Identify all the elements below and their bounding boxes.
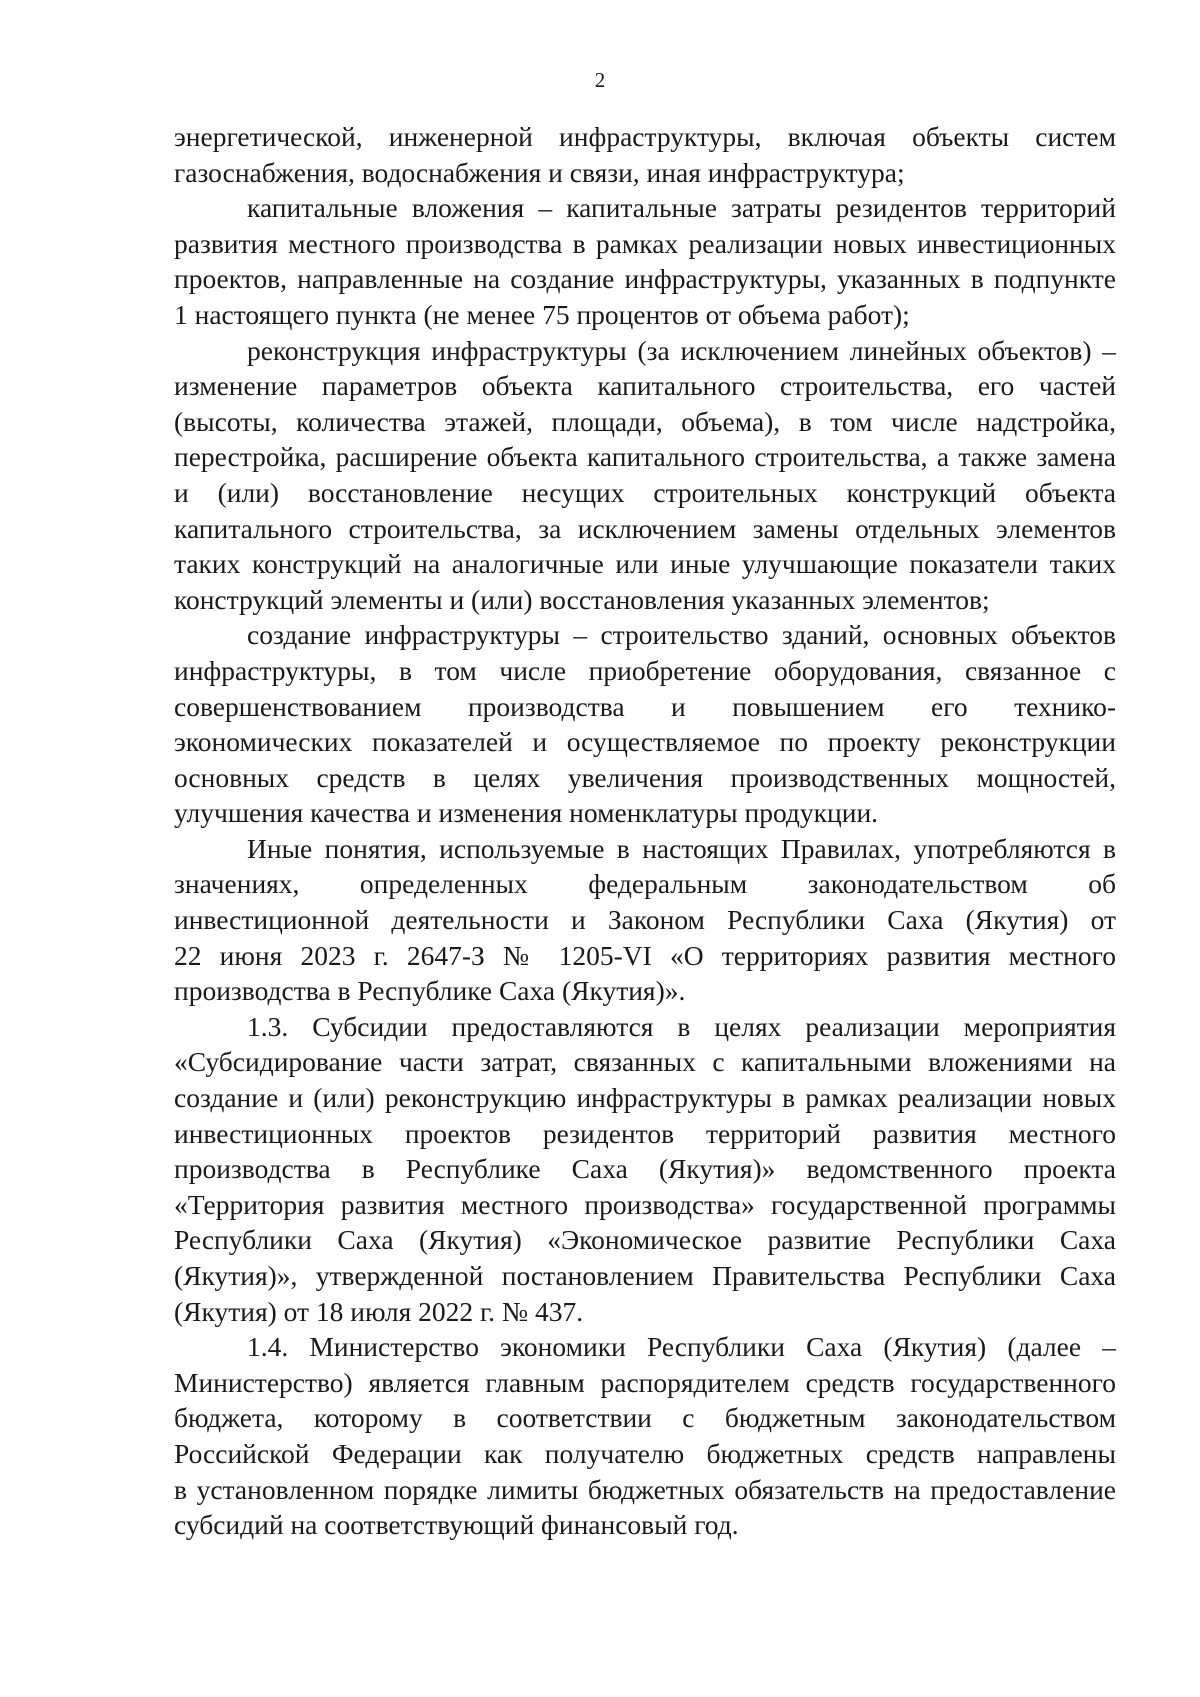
text-line: 22 июня 2023 г. 2647-З № 1205-VI «О территориях развития местного: [174, 939, 1116, 971]
text-line: улучшения качества и изменения номенклатуры продукции.: [174, 797, 879, 829]
text-line: инвестиционных проектов резидентов территорий развития местного: [174, 1117, 1116, 1149]
text-line: совершенствованием производства и повышением его технико-: [174, 690, 1116, 722]
text-line: конструкций элементы и (или) восстановления указанных элементов;: [174, 583, 990, 615]
text-line: Министерство) является главным распорядителем средств государственного: [174, 1366, 1116, 1398]
text-line: (Якутия)», утвержденной постановлением Правительства Республики Саха: [174, 1260, 1116, 1291]
text-line: (высоты, количества этажей, площади, объема), в том числе надстройка,: [174, 405, 1116, 437]
text-line: Российской Федерации как получателю бюджетных средств направлены: [174, 1437, 1116, 1469]
text-line: инфраструктуры, в том числе приобретение оборудования, связанное с: [174, 654, 1116, 686]
text-line: 1.4. Министерство экономики Республики Саха (Якутия) (далее –: [247, 1331, 1116, 1363]
text-line: основных средств в целях увеличения производственных мощностей,: [174, 761, 1116, 793]
text-line: изменение параметров объекта капитального строительства, его частей: [174, 370, 1116, 402]
text-line: энергетической, инженерной инфраструктуры, включая объекты систем: [174, 121, 1116, 152]
text-line: реконструкция инфраструктуры (за исключением линейных объектов) –: [247, 334, 1116, 366]
text-line: капитального строительства, за исключением замены отдельных элементов: [174, 512, 1116, 544]
text-line: «Субсидирование части затрат, связанных с капитальными вложениями на: [174, 1046, 1116, 1078]
text-line: «Территория развития местного производства» государственной программы: [174, 1188, 1116, 1220]
text-line: экономических показателей и осуществляемое по проекту реконструкции: [174, 726, 1116, 758]
text-line: капитальные вложения – капитальные затраты резидентов территорий: [247, 192, 1116, 224]
page-number: 2: [594, 68, 606, 92]
text-line: развития местного производства в рамках реализации новых инвестиционных: [174, 227, 1116, 259]
text-line: производства в Республике Саха (Якутия)».: [174, 975, 686, 1007]
paragraph: [174, 333, 1116, 618]
text-line: 1 настоящего пункта (не менее 75 процентов от объема работ);: [174, 298, 910, 330]
text-line: создание инфраструктуры – строительство зданий, основных объектов: [247, 619, 1116, 651]
text-line: 1.3. Субсидии предоставляются в целях реализации мероприятия: [247, 1010, 1116, 1042]
text-line: Иные понятия, используемые в настоящих Правилах, употребляются в: [247, 832, 1116, 864]
text-line: значениях, определенных федеральным законодательством об: [174, 868, 1116, 900]
text-line: и (или) восстановление несущих строительных конструкций объекта: [174, 476, 1116, 508]
text-line: таких конструкций на аналогичные или иные улучшающие показатели таких: [174, 548, 1116, 580]
text-line: проектов, направленные на создание инфраструктуры, указанных в подпункте: [174, 263, 1116, 295]
text-line: инвестиционной деятельности и Законом Республики Саха (Якутия) от: [174, 904, 1116, 936]
paragraph: [174, 1009, 1116, 1329]
document-body: [174, 119, 1116, 1543]
text-line: газоснабжения, водоснабжения и связи, иная инфраструктура;: [174, 156, 905, 188]
paragraph: [174, 617, 1116, 831]
paragraph: [174, 190, 1116, 332]
paragraph: [174, 1329, 1116, 1543]
text-line: бюджета, которому в соответствии с бюджетным законодательством: [174, 1402, 1116, 1434]
paragraph: [174, 119, 1116, 190]
text-line: (Якутия) от 18 июля 2022 г. № 437.: [174, 1295, 584, 1327]
text-line: субсидий на соответствующий финансовый год.: [174, 1509, 739, 1541]
text-line: перестройка, расширение объекта капитального строительства, а также замена: [174, 441, 1116, 473]
text-line: производства в Республике Саха (Якутия)» ведомственного проекта: [174, 1153, 1116, 1185]
text-line: Республики Саха (Якутия) «Экономическое развитие Республики Саха: [174, 1224, 1116, 1256]
text-line: в установленном порядке лимиты бюджетных обязательств на предоставление: [174, 1473, 1116, 1505]
paragraph: [174, 831, 1116, 1009]
text-line: создание и (или) реконструкцию инфраструктуры в рамках реализации новых: [174, 1082, 1116, 1114]
